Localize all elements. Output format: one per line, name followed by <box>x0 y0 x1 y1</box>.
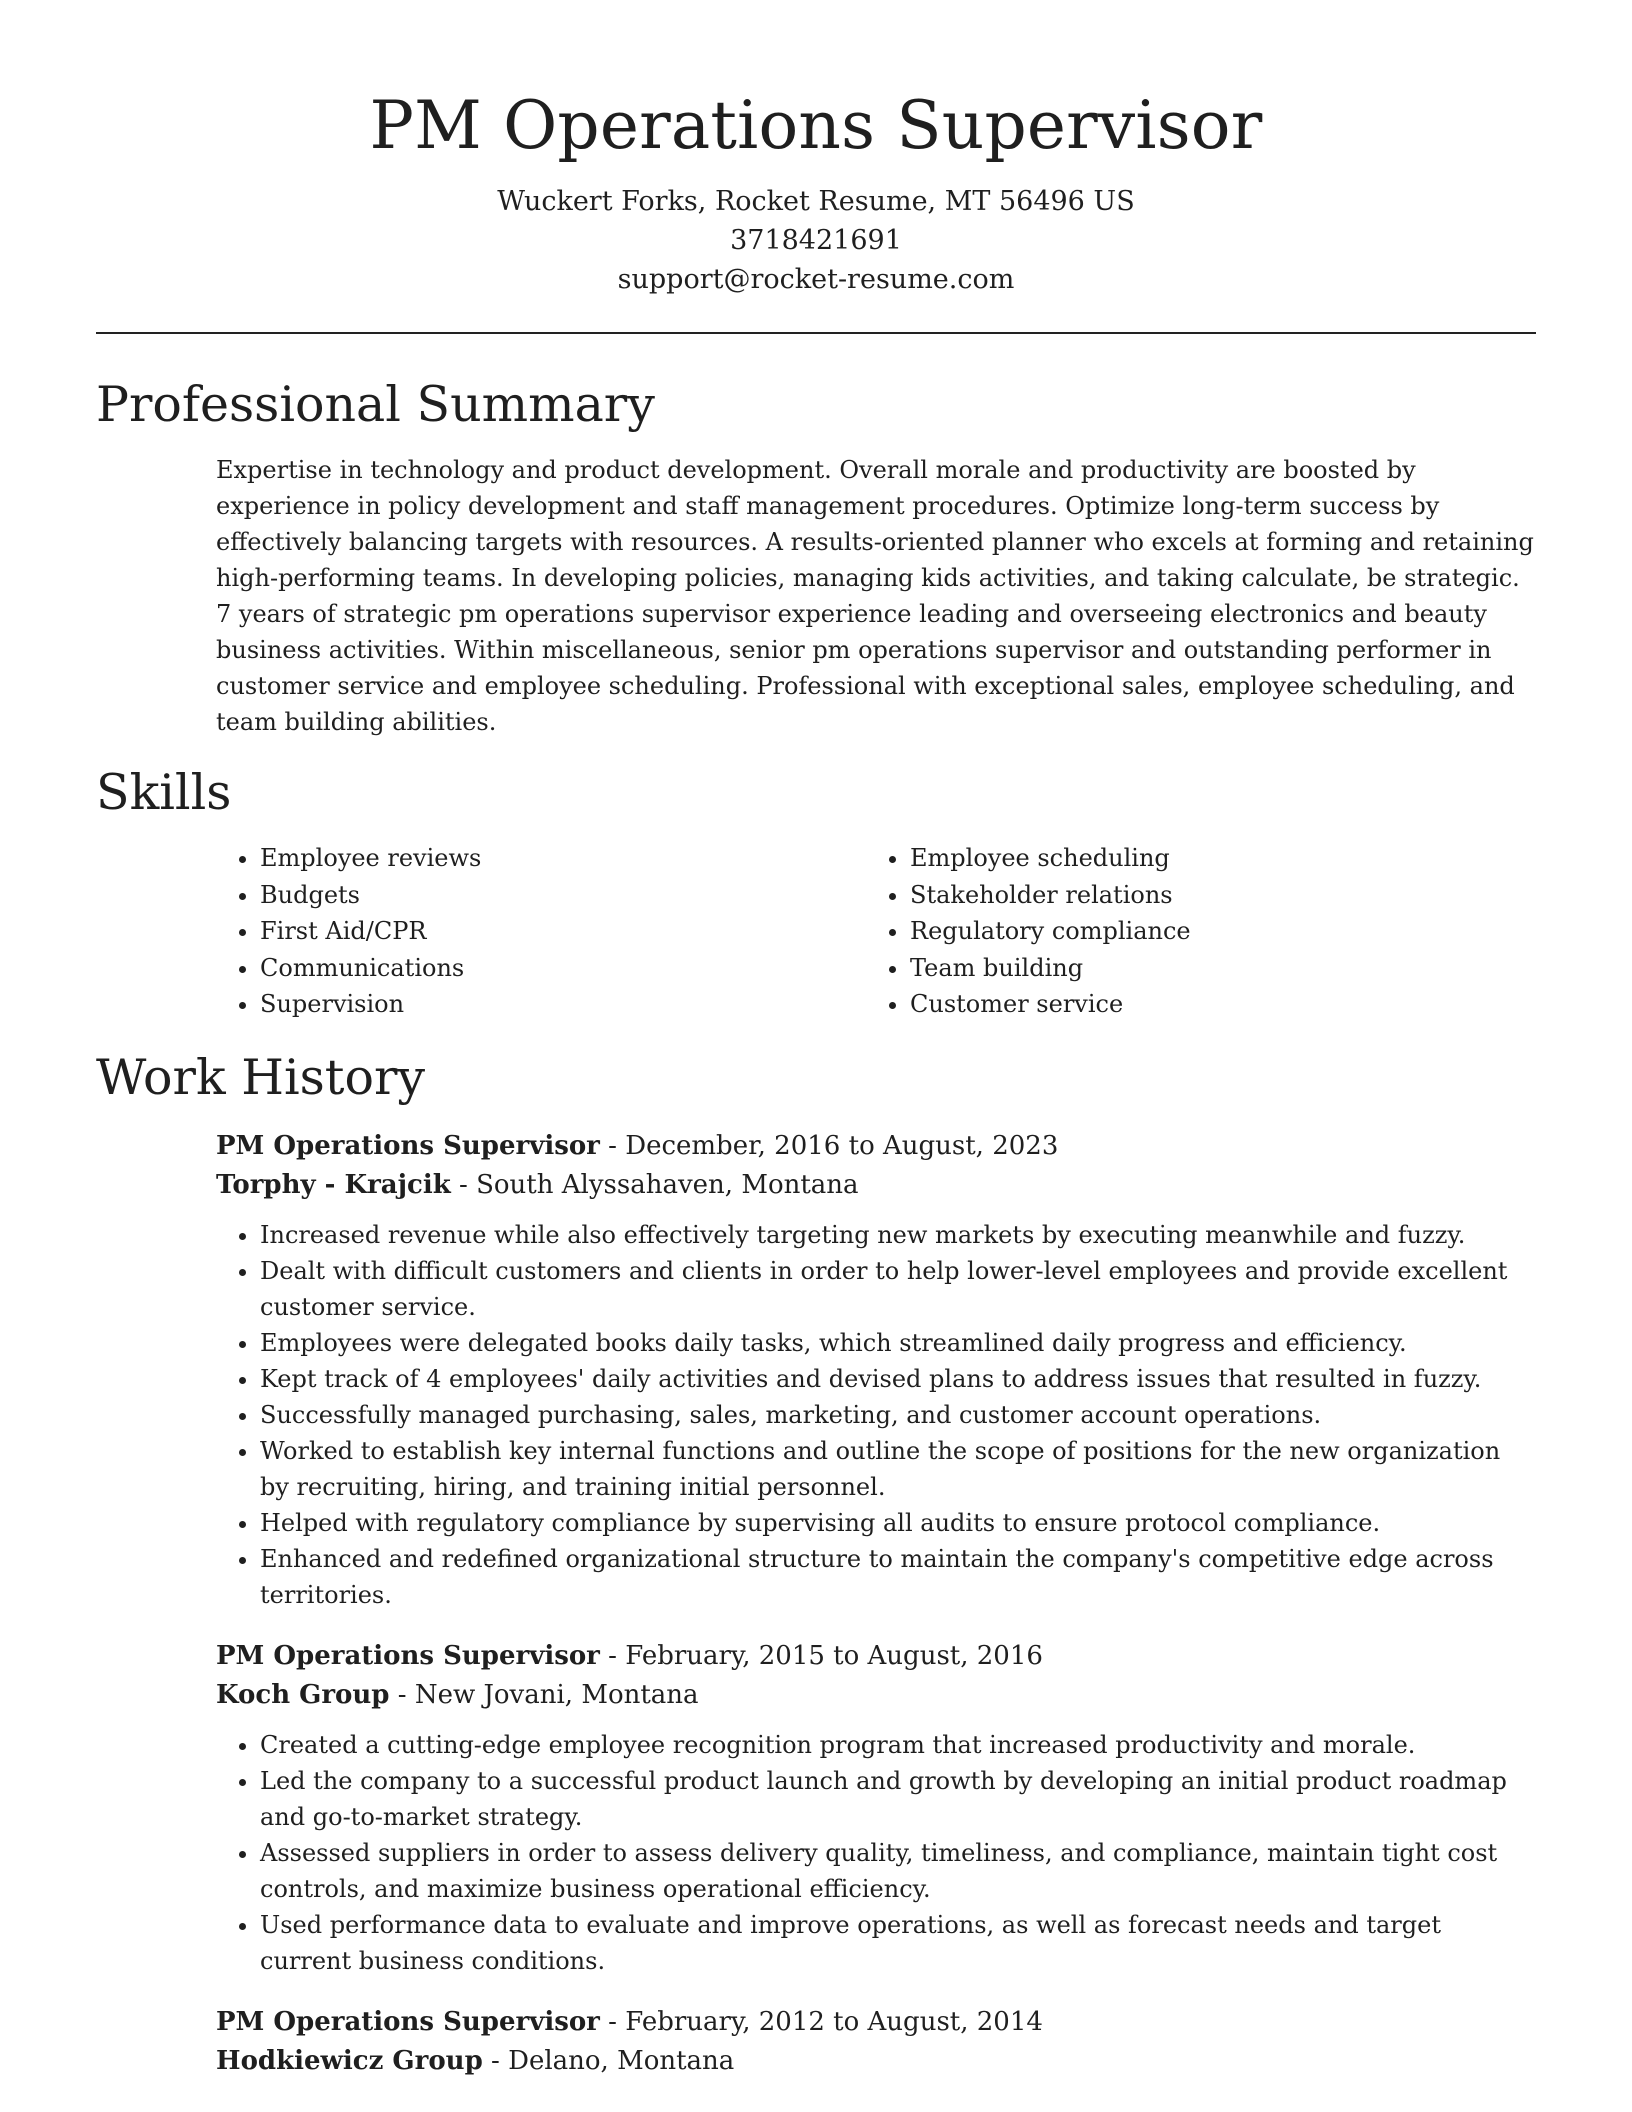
job-dates: December, 2016 to August, 2023 <box>625 1130 1059 1161</box>
job-entry <box>216 1127 1536 1613</box>
contact-block <box>96 182 1536 299</box>
contact-phone: 3718421691 <box>730 225 902 256</box>
job-bullet: • Increased revenue while also effectively targeting new markets by executing meanwhile and fuzzy. <box>260 1217 1536 1253</box>
job-bullets <box>216 1217 1536 1613</box>
job-bullet: • Kept track of 4 employees' daily activities and devised plans to address issues that resulted in fuzzy. <box>260 1361 1536 1397</box>
resume-page <box>96 0 1536 2081</box>
job-company-line: Koch Group - New Jovani, Montana <box>216 1679 699 1710</box>
skill-item: • Supervision <box>260 986 866 1023</box>
skill-item: • First Aid/CPR <box>260 913 866 950</box>
job-dates: February, 2012 to August, 2014 <box>625 2006 1043 2037</box>
job-title: PM Operations Supervisor <box>216 2006 600 2037</box>
job-location: Delano, Montana <box>508 2045 735 2076</box>
skill-item: • Team building <box>910 950 1516 987</box>
job-bullet: • Dealt with difficult customers and clients in order to help lower-level employees and provide excellent customer service. <box>260 1253 1536 1325</box>
resume-header <box>96 0 1536 299</box>
skill-item: • Customer service <box>910 986 1516 1023</box>
job-bullet: • Enhanced and redefined organizational structure to maintain the company's competitive edge across territories. <box>260 1541 1536 1613</box>
job-entry <box>216 1637 1536 1979</box>
skill-item: • Budgets <box>260 877 866 914</box>
candidate-name: PM Operations Supervisor <box>369 87 1263 164</box>
skill-item: • Communications <box>260 950 866 987</box>
job-bullet: • Led the company to a successful product launch and growth by developing an initial product roadmap and go-to-market strategy. <box>260 1763 1536 1835</box>
job-company: Hodkiewicz Group <box>216 2045 483 2076</box>
job-bullet: • Worked to establish key internal functions and outline the scope of positions for the new organization by recruiting, hiring, and training initial personnel. <box>260 1433 1536 1505</box>
skill-item: • Employee scheduling <box>910 840 1516 877</box>
skills-heading: Skills <box>96 764 232 821</box>
skills-list <box>216 840 1536 1023</box>
job-title-line: PM Operations Supervisor - February, 2012 to August, 2014 <box>216 2006 1043 2037</box>
job-entry <box>216 2003 1536 2081</box>
job-bullet: • Created a cutting-edge employee recognition program that increased productivity and morale. <box>260 1727 1536 1763</box>
job-bullet: • Helped with regulatory compliance by supervising all audits to ensure protocol compliance. <box>260 1505 1536 1541</box>
job-dates: February, 2015 to August, 2016 <box>625 1640 1043 1671</box>
job-bullets <box>216 1727 1536 1979</box>
job-title: PM Operations Supervisor <box>216 1640 600 1671</box>
contact-email: support@rocket-resume.com <box>617 264 1015 295</box>
job-bullet: • Assessed suppliers in order to assess delivery quality, timeliness, and compliance, maintain tight cost controls, and maximize business operational efficiency. <box>260 1835 1536 1907</box>
job-title-line: PM Operations Supervisor - February, 2015 to August, 2016 <box>216 1640 1043 1671</box>
job-location: New Jovani, Montana <box>414 1679 699 1710</box>
job-company: Torphy - Krajcik <box>216 1169 451 1200</box>
work-history-heading: Work History <box>96 1048 426 1106</box>
skills-column-right <box>866 840 1516 1023</box>
job-company: Koch Group <box>216 1679 390 1710</box>
summary-text: Expertise in technology and product development. Overall morale and productivity are boosted by experience in policy development and staff management procedures. Optimize long-term success by effectively balancing targets with resources. A results-oriented planner who excels at forming and retaining high-performing teams. In developing policies, managing kids activities, and taking calculate, be strategic. 7 years of strategic pm operations supervisor experience leading and overseeing electronics and beauty business activities. Within miscellaneous, senior pm operations supervisor and outstanding performer in customer service and employee scheduling. Professional with exceptional sales, employee scheduling, and team building abilities. <box>216 456 1534 736</box>
skill-item: • Employee reviews <box>260 840 866 877</box>
header-divider <box>96 332 1536 334</box>
skill-item: • Regulatory compliance <box>910 913 1516 950</box>
job-company-line: Hodkiewicz Group - Delano, Montana <box>216 2045 735 2076</box>
job-company-line: Torphy - Krajcik - South Alyssahaven, Montana <box>216 1169 859 1200</box>
job-bullet: • Used performance data to evaluate and improve operations, as well as forecast needs and target current business conditions. <box>260 1907 1536 1979</box>
job-title: PM Operations Supervisor <box>216 1130 600 1161</box>
job-bullet: • Successfully managed purchasing, sales, marketing, and customer account operations. <box>260 1397 1536 1433</box>
job-location: South Alyssahaven, Montana <box>476 1169 859 1200</box>
skill-item: • Stakeholder relations <box>910 877 1516 914</box>
job-title-line: PM Operations Supervisor - December, 2016 to August, 2023 <box>216 1130 1059 1161</box>
contact-address: Wuckert Forks, Rocket Resume, MT 56496 US <box>497 186 1135 217</box>
summary-heading: Professional Summary <box>96 376 655 433</box>
skills-column-left <box>216 840 866 1023</box>
job-bullet: • Employees were delegated books daily tasks, which streamlined daily progress and efficiency. <box>260 1325 1536 1361</box>
